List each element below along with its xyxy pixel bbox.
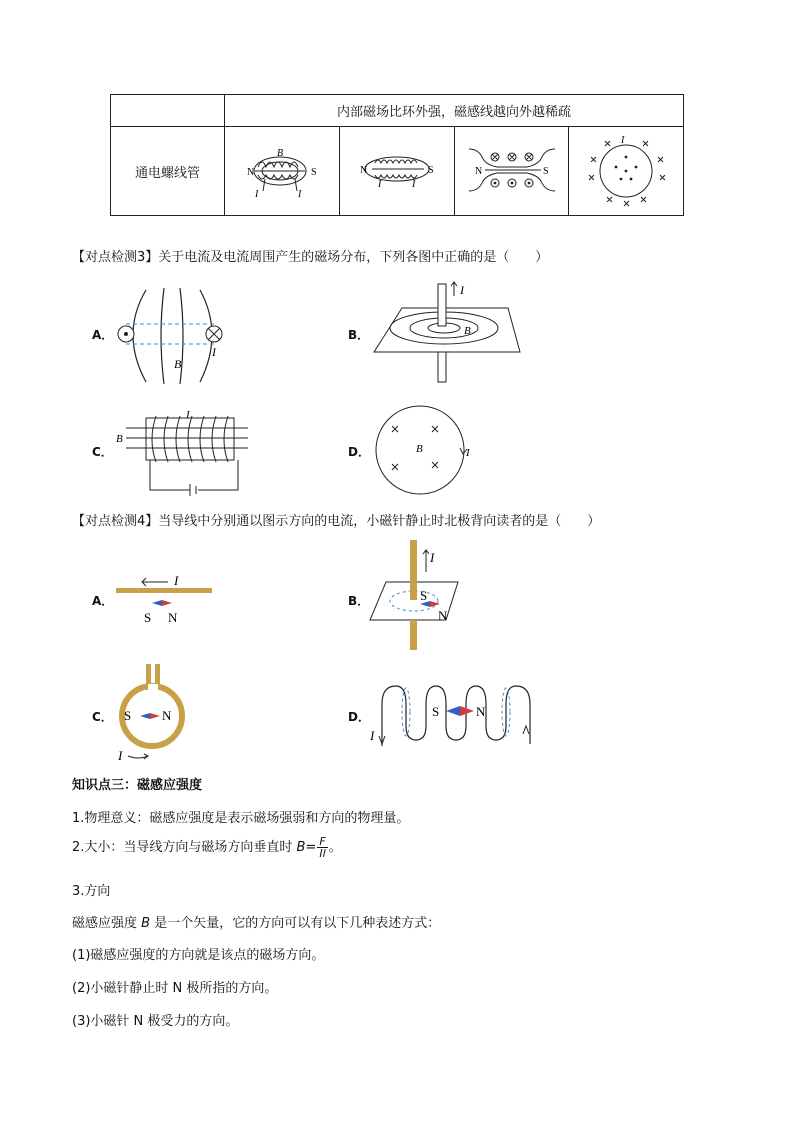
label-b: B — [416, 443, 423, 455]
label-s: S — [144, 610, 152, 625]
q3-figure-a — [112, 286, 236, 386]
fraction-denominator: Il — [319, 847, 326, 860]
q4-option-a[interactable]: A． — [92, 594, 114, 608]
table-header-text: 内部磁场比环外强，磁感线越向外越稀疏 — [225, 95, 684, 127]
label-b: B — [464, 325, 471, 337]
label-i: I — [118, 748, 123, 763]
q4-title: 【对点检测4】当导线中分别通以图示方向的电流，小磁针静止时北极背向读者的是（ ） — [72, 514, 601, 529]
q4-figure-d — [368, 676, 532, 748]
label-s: S — [542, 166, 549, 177]
q3-figure-b — [372, 278, 524, 386]
kp3-line-2-prefix: 2.大小：当导线方向与磁场方向垂直时 — [72, 840, 297, 855]
label-i: I — [186, 410, 190, 421]
label-i1: I — [255, 189, 259, 200]
label-n: N — [359, 165, 367, 176]
kp3-line-1: 1.物理意义：磁感应强度是表示磁场强弱和方向的物理量。 — [72, 811, 410, 826]
label-i: I — [466, 447, 470, 459]
kp3-line-4 — [72, 912, 440, 931]
fig-solenoid-3 — [454, 127, 569, 216]
q4-option-b[interactable]: B． — [348, 594, 370, 608]
q4-figure-a — [114, 570, 218, 626]
label-s: S — [432, 704, 440, 719]
kp3-line-5: (1)磁感应强度的方向就是该点的磁场方向。 — [72, 948, 325, 963]
label-s: S — [420, 588, 428, 603]
fraction-numerator: F — [319, 835, 326, 848]
kp3-line-7: (3)小磁针 N 极受力的方向。 — [72, 1014, 239, 1029]
q4-figure-c — [112, 662, 216, 766]
label-i: I — [430, 550, 435, 565]
q4-option-c[interactable]: C． — [92, 710, 113, 724]
q4-figure-b — [368, 538, 464, 654]
q3-option-d[interactable]: D． — [348, 445, 370, 459]
label-i2: I — [411, 179, 416, 190]
label-n: N — [162, 708, 172, 723]
kp3-line-4-b: 是一个矢量，它的方向可以有以下几种表述方式： — [150, 916, 441, 931]
table-header-blank — [111, 95, 225, 127]
row-label: 通电螺线管 — [111, 127, 225, 216]
q3-figure-d — [372, 404, 482, 498]
label-i: I — [212, 345, 216, 359]
kp3-line-4-a: 磁感应强度 — [72, 916, 142, 931]
eq-sign: = — [305, 840, 317, 855]
label-b: B — [116, 433, 123, 445]
label-n: N — [168, 610, 178, 625]
q3-title: 【对点检测3】关于电流及电流周围产生的磁场分布，下列各图中正确的是（ ） — [72, 250, 549, 265]
solenoid-table — [110, 94, 684, 216]
var-b: B — [296, 840, 306, 855]
q3-figure-c — [112, 410, 254, 498]
q4-option-d[interactable]: D． — [348, 710, 370, 724]
q3-option-b[interactable]: B． — [348, 328, 370, 342]
fig-solenoid-2 — [339, 127, 454, 216]
label-n: N — [476, 704, 486, 719]
var-b: B — [141, 916, 151, 931]
label-i1: I — [377, 179, 382, 190]
label-i: I — [621, 135, 625, 146]
label-i2: I — [298, 189, 302, 200]
label-i: I — [174, 573, 179, 588]
q3-option-a[interactable]: A． — [92, 328, 114, 342]
label-s: S — [427, 165, 434, 176]
kp3-line-2 — [72, 836, 342, 859]
label-n: N — [247, 167, 255, 178]
kp3-line-6: (2)小磁针静止时 N 极所指的方向。 — [72, 981, 278, 996]
kp3-heading: 知识点三：磁感应强度 — [72, 778, 203, 793]
label-b: B — [174, 357, 182, 371]
fig-solenoid-1 — [225, 127, 340, 216]
label-n: N — [474, 166, 482, 177]
label-b: B — [277, 148, 284, 159]
fig-ring-current — [569, 127, 684, 216]
label-s: S — [311, 167, 317, 178]
fraction-f-over-il — [317, 836, 327, 859]
label-n: N — [438, 608, 448, 623]
label-i: I — [370, 728, 375, 743]
label-s: S — [124, 708, 132, 723]
label-i: I — [460, 283, 464, 297]
kp3-line-2-end: 。 — [328, 840, 342, 855]
kp3-line-3: 3.方向 — [72, 884, 111, 899]
q3-option-c[interactable]: C． — [92, 445, 113, 459]
